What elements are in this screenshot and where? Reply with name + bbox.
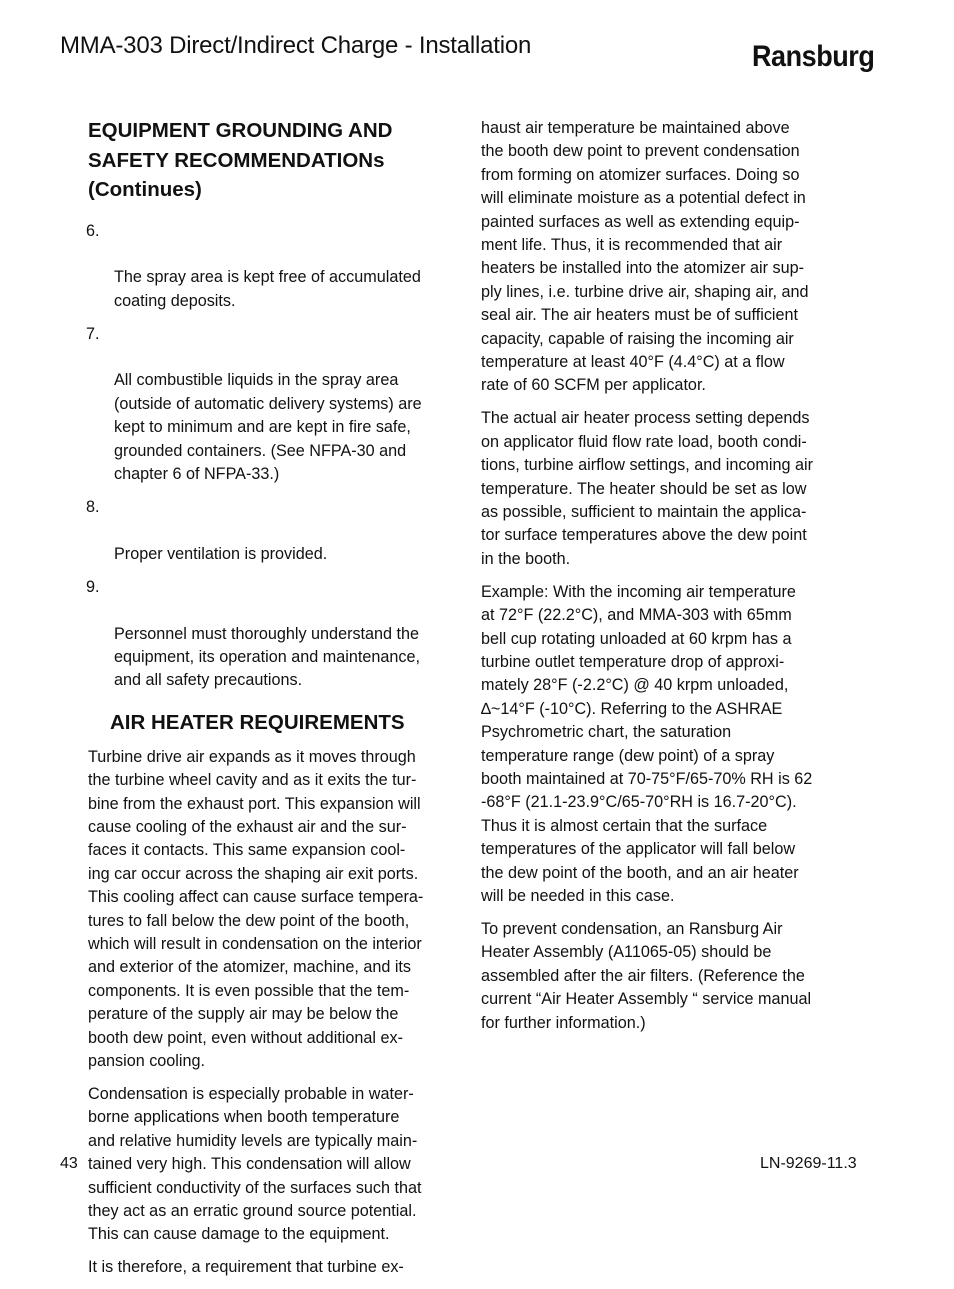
list-item-text: All combustible liquids in the spray area (outside of automatic delivery systems) are kept to minimum and are kept in fire safe, grounded containers. (See NFPA-30 and chapter 6 of NFPA-33.) — [114, 371, 422, 484]
list-item — [86, 496, 448, 566]
body-paragraph: Turbine drive air expands as it moves through the turbine wheel cavity and as it exits the tur- bine from the exhaust port. This expansion will cause cooling of the exhaust air and the sur- faces it contacts. This same expansion cool- ing car occur across the shaping air exit ports. This cooling affect can cause surface tempera- tures to fall below the dew point of the booth, which will result in condensation on the interior and exterior of the atomizer, machine, and its components. It is even possible that the tem- perature of the supply air may be below the booth dew point, even without additional ex- pansion cooling. — [88, 747, 424, 1070]
list-item-number: 7. — [86, 324, 100, 343]
list-item — [86, 323, 448, 487]
body-paragraph: Condensation is especially probable in water- borne applications when booth temperature and relative humidity levels are typically main- tained very high. This condensation will allow sufficient conductivity of the surfaces such that they act as an erratic ground source potential. This can cause damage to the equipment. — [88, 1084, 422, 1244]
list-item — [86, 576, 448, 693]
list-item-number: 9. — [86, 577, 100, 596]
body-paragraph: To prevent condensation, an Ransburg Air Heater Assembly (A11065-05) should be assembled after the air filters. (Reference the current “Air Heater Assembly “ service manual for further information.) — [481, 919, 812, 1032]
section-heading-air-heater: AIR HEATER REQUIREMENTS — [110, 710, 405, 734]
ransburg-logo: Ransburg — [752, 40, 875, 73]
section-heading-grounding: EQUIPMENT GROUNDING AND SAFETY RECOMMENDATIONs (Continues) — [88, 119, 393, 201]
list-item-number: 8. — [86, 497, 100, 516]
list-item — [86, 220, 448, 314]
list-item-number: 6. — [86, 221, 100, 240]
page-number: 43 — [60, 1155, 78, 1172]
body-paragraph: It is therefore, a requirement that turbine ex- — [88, 1258, 404, 1277]
document-number: LN-9269-11.3 — [760, 1155, 857, 1172]
list-item-text: Proper ventilation is provided. — [114, 544, 328, 563]
list-item-text: Personnel must thoroughly understand the equipment, its operation and maintenance, and all safety precautions. — [114, 624, 420, 690]
body-paragraph: haust air temperature be maintained above the booth dew point to prevent condensation from forming on atomizer surfaces. Doing so will eliminate moisture as a potential defect in painted surfaces as well as extending equip- ment life. Thus, it is recommended that air heaters be installed into the atomizer air sup- ply lines, i.e. turbine drive air, shaping air, and seal air. The air heaters must be of sufficient capacity, capable of raising the incoming air temperature at least 40°F (4.4°C) at a flow rate of 60 SCFM per applicator. — [481, 119, 809, 395]
body-paragraph: Example: With the incoming air temperature at 72°F (22.2°C), and MMA-303 with 65mm bell cup rotating unloaded at 60 krpm has a turbine outlet temperature drop of approxi- mately 28°F (-2.2°C) @ 40 krpm unloaded, ∆~14°F (-10°C). Referring to the ASHRAE Psychrometric chart, the saturation temperature range (dew point) of a spray booth maintained at 70-75°F/65-70% RH is 62 -68°F (21.1-23.9°C/65-70°RH is 16.7-20°C). Thus it is almost certain that the surface temperatures of the applicator will fall below the dew point of the booth, and an air heater will be needed in this case. — [481, 582, 813, 905]
list-item-text: The spray area is kept free of accumulated coating deposits. — [114, 268, 421, 310]
recommendation-list — [86, 220, 448, 693]
body-paragraph: The actual air heater process setting depends on applicator fluid flow rate load, booth condi- tions, turbine airflow settings, and incoming air temperature. The heater should be set as low as possible, sufficient to maintain the applica- tor surface temperatures above the dew point in the booth. — [481, 409, 814, 568]
right-column — [481, 117, 837, 1044]
left-column — [88, 116, 448, 1289]
page-title: MMA-303 Direct/Indirect Charge - Installation — [60, 32, 532, 59]
